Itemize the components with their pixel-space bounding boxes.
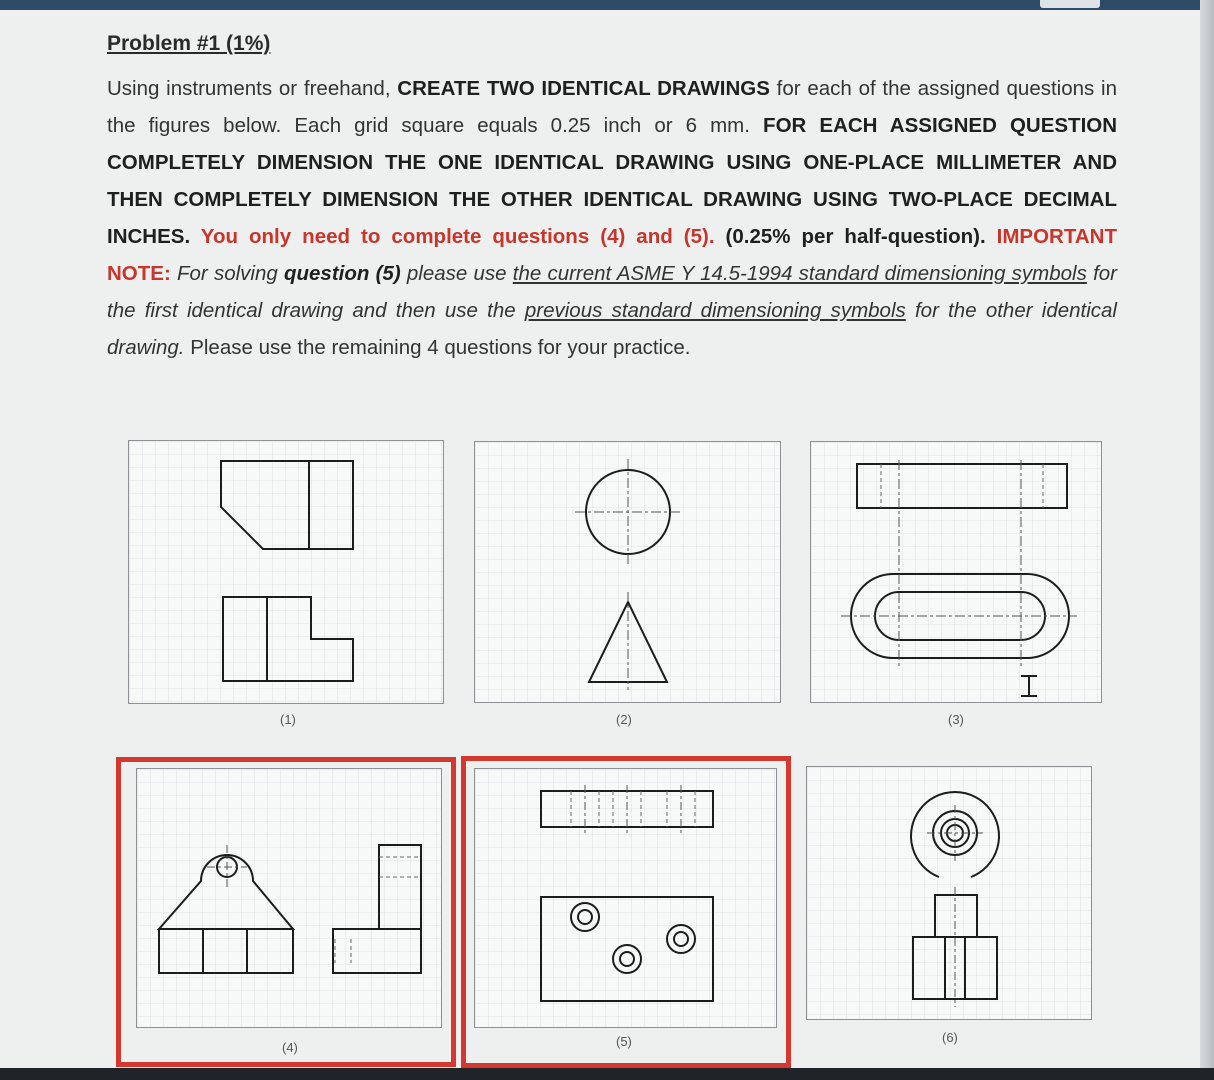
figure-3-drawing [811, 442, 1101, 702]
instr-question-5: question (5) [283, 262, 401, 285]
figure-2-label: (2) [616, 712, 632, 727]
instr-previous-standard: previous standard dimensioning symbols [524, 299, 906, 322]
instr-bold-weight: (0.25% per half-question). [714, 225, 986, 248]
instr-current-standard: the current ASME Y 14.5-1994 standard dimensioning symbols [512, 262, 1087, 285]
figure-1-panel [128, 440, 444, 704]
figure-1-drawing [129, 441, 443, 703]
problem-title: Problem #1 (1%) [107, 32, 271, 55]
instr-important-note: IMPORTANT NOTE: [107, 225, 1117, 285]
problem-instructions [107, 70, 1117, 366]
instr-bold-create: CREATE TWO IDENTICAL DRAWINGS [397, 77, 770, 100]
instr-italic: please use [400, 262, 513, 285]
figure-5-panel [474, 768, 777, 1028]
figure-5-label: (5) [616, 1034, 632, 1049]
instr-practice: Please use the remaining 4 questions for your practice. [184, 336, 691, 359]
instr-part: Using instruments or freehand, [107, 77, 398, 100]
figure-4-panel [136, 768, 442, 1028]
figure-1-label: (1) [280, 712, 296, 727]
instr-red-assigned: You only need to complete questions (4) and (5). [190, 225, 715, 248]
figure-3-panel [810, 441, 1102, 703]
instr-part: for each of the assigned questions in the figures below. Each grid square equals 0.25 inch or 6 mm. [107, 77, 1118, 137]
figure-5-drawing [475, 769, 776, 1027]
figure-6-panel [806, 766, 1092, 1020]
figure-6-drawing [807, 767, 1091, 1019]
instr-italic: For solving [170, 262, 284, 285]
document-page [0, 10, 1200, 1068]
figure-2-drawing [475, 442, 780, 702]
screen-right-edge [1200, 0, 1214, 1080]
instr-italic: for the first identical drawing and then use the [107, 262, 1117, 322]
figure-6-label: (6) [942, 1030, 958, 1045]
figure-4-drawing [137, 769, 441, 1027]
top-bar-tab[interactable] [1040, 0, 1100, 8]
instr-italic: for the other identical drawing. [107, 299, 1117, 359]
figure-2-panel [474, 441, 781, 703]
figure-3-label: (3) [948, 712, 964, 727]
instr-bold-dimension: FOR EACH ASSIGNED QUESTION COMPLETELY DIMENSION THE ONE IDENTICAL DRAWING USING ONE-PLACE MILLIMETER AND THEN COMPLETELY DIMENSION THE OTHER IDENTICAL DRAWING USING TWO-PLACE DECIMAL INCHES. [107, 114, 1118, 248]
window-top-bar [0, 0, 1214, 10]
figure-4-label: (4) [282, 1040, 298, 1055]
screen-bottom-edge [0, 1068, 1214, 1080]
